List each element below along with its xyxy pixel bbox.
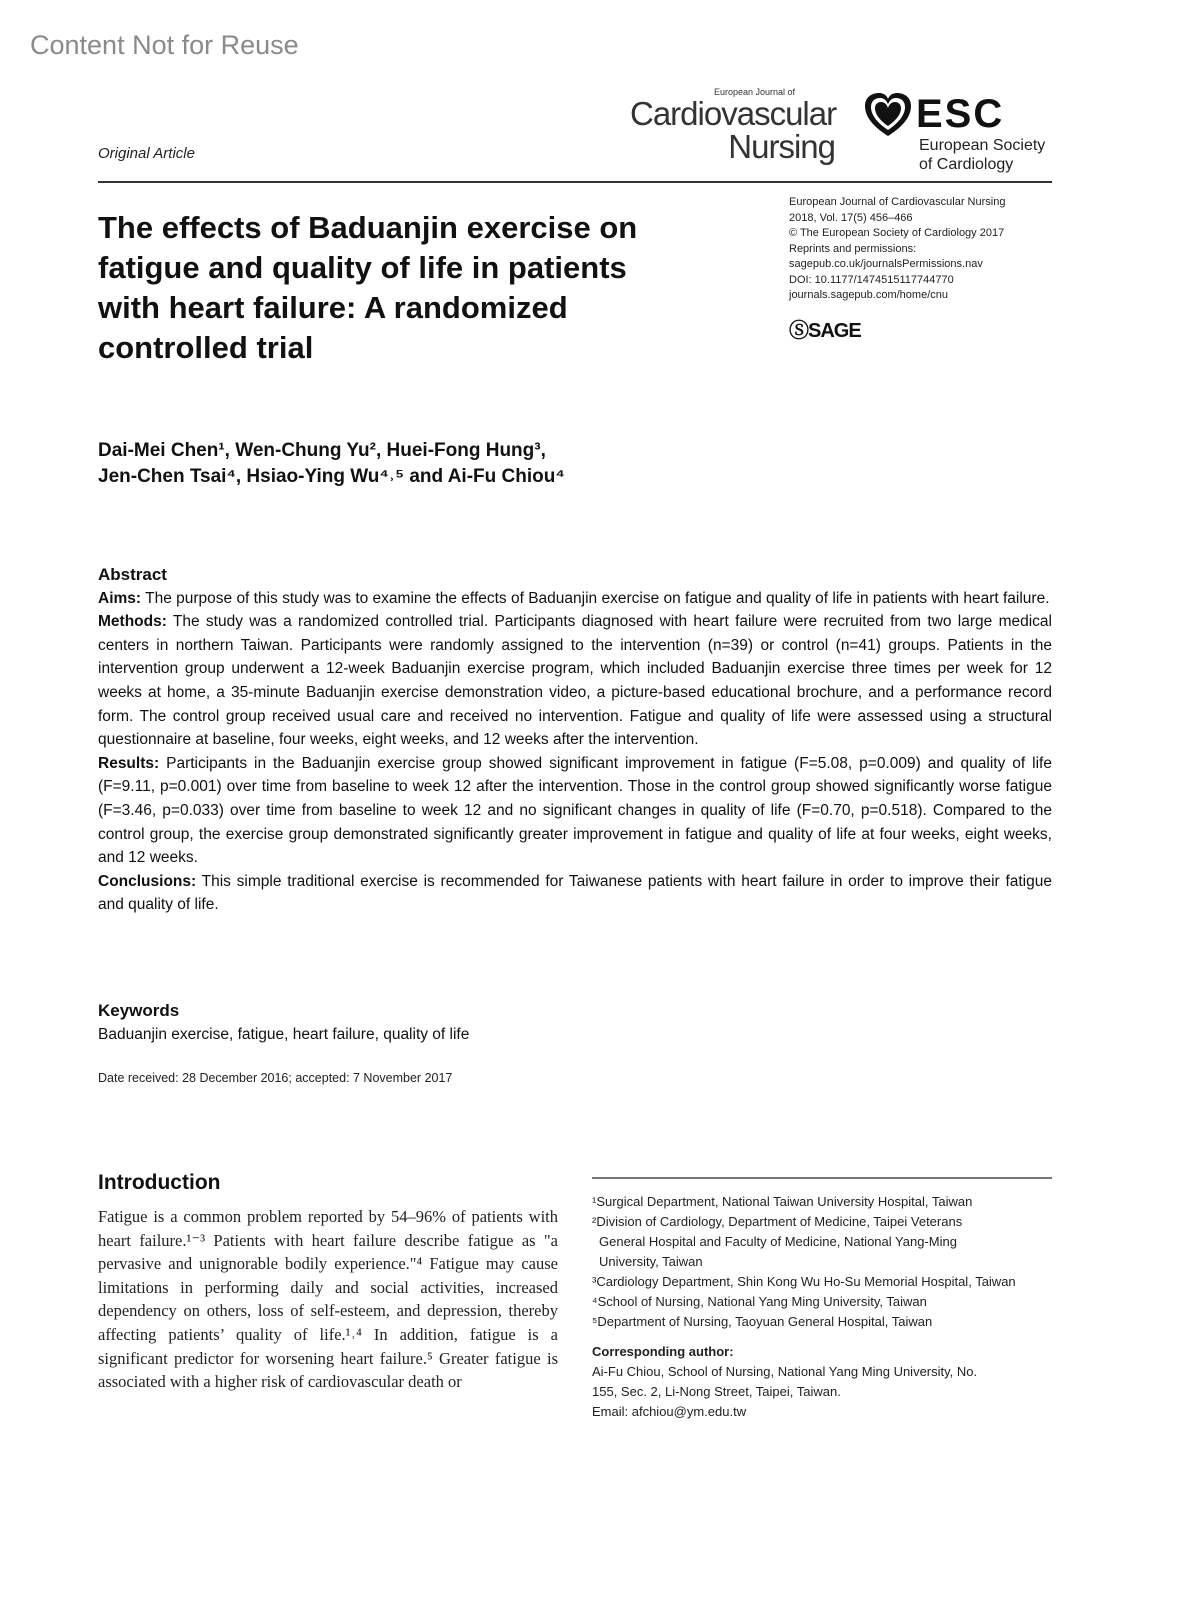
- results-label: Results:: [98, 754, 160, 772]
- header-rule: [98, 181, 1052, 183]
- dates: Date received: 28 December 2016; accepted: 7 November 2017: [98, 1071, 453, 1085]
- meta-line: 2018, Vol. 17(5) 456–466: [789, 211, 913, 224]
- esc-subtitle: [919, 136, 1079, 174]
- affiliations: [592, 1192, 1052, 1422]
- publisher: SAGE: [808, 320, 861, 342]
- doi[interactable]: DOI: 10.1177/1474515117744770: [789, 273, 954, 286]
- abstract-heading: Abstract: [98, 565, 167, 584]
- journal-logo-line1: Cardiovascular: [630, 95, 837, 132]
- affiliation: ²Division of Cardiology, Department of Medicine, Taipei Veterans: [592, 1214, 963, 1229]
- aims-label: Aims:: [98, 589, 142, 607]
- conclusions-label: Conclusions:: [98, 872, 197, 890]
- corresponding-address: Ai-Fu Chiou, School of Nursing, National Yang Ming University, No.: [592, 1364, 978, 1379]
- abstract: [98, 563, 1052, 917]
- results-text: Participants in the Baduanjin exercise group showed significant improvement in fatigue (F=5.08, p=0.009) and quality of life (F=9.11, p=0.001) over time from baseline to week 12 after the intervention. Those in the control group showed significantly worse fatigue (F=3.46, p=0.033) over time from baseline to week 12 and no significant changes in quality of life (F=0.70, p=0.518). Compared to the control group, the exercise group demonstrated significantly greater improvement in fatigue and quality of life at four weeks, eight weeks, and 12 weeks.: [98, 754, 1052, 867]
- journal-logo-small: European Journal of: [713, 87, 795, 97]
- abstract-results: [98, 752, 1052, 870]
- affiliation: General Hospital and Faculty of Medicine, National Yang-Ming: [599, 1234, 957, 1249]
- introduction-text: Fatigue is a common problem reported by 54–96% of patients with heart failure.¹⁻³ Patients with heart failure describe fatigue as "a pervasive and unignorable bodily experience."⁴ Fatigue may cause limitations in performing daily and social activities, increased dependency on others, loss of self-esteem, and depression, thereby affecting patients’ quality of life.¹˒⁴ In addition, fatigue is a significant predictor for worsening heart failure.⁵ Greater fatigue is associated with a higher risk of cardiovascular death or: [98, 1207, 558, 1392]
- esc-logo: [862, 90, 1046, 173]
- affiliations-rule: [592, 1177, 1052, 1179]
- authors: [98, 438, 718, 490]
- affiliation: ⁵Department of Nursing, Taoyuan General Hospital, Taiwan: [592, 1314, 933, 1329]
- affiliation: University, Taiwan: [599, 1254, 703, 1269]
- journal-logo-line2: Nursing: [728, 128, 835, 165]
- esc-sub2: of Cardiology: [919, 156, 1014, 173]
- affiliation: ⁴School of Nursing, National Yang Ming University, Taiwan: [592, 1294, 927, 1309]
- affiliation: ¹Surgical Department, National Taiwan University Hospital, Taiwan: [592, 1194, 973, 1209]
- introduction-heading: Introduction: [98, 1171, 221, 1194]
- meta-line: © The European Society of Cardiology 2017: [789, 227, 1005, 239]
- article-type: Original Article: [98, 145, 195, 162]
- meta-line: European Journal of Cardiovascular Nursing: [789, 196, 1006, 208]
- journal-logo: [630, 88, 835, 163]
- keywords-text: Baduanjin exercise, fatigue, heart failure, quality of life: [98, 1026, 470, 1043]
- keywords: [98, 999, 1052, 1047]
- abstract-methods: [98, 610, 1052, 752]
- corresponding-address: 155, Sec. 2, Li-Nong Street, Taipei, Taiwan.: [592, 1384, 841, 1399]
- journal-meta: [789, 195, 1005, 304]
- corresponding-email[interactable]: Email: afchiou@ym.edu.tw: [592, 1404, 747, 1419]
- conclusions-text: This simple traditional exercise is recommended for Taiwanese patients with heart failure in order to improve their fatigue and quality of life.: [98, 872, 1052, 914]
- abstract-conclusions: [98, 870, 1052, 917]
- corresponding-label: Corresponding author:: [592, 1344, 734, 1359]
- affiliation: ³Cardiology Department, Shin Kong Wu Ho-Su Memorial Hospital, Taiwan: [592, 1274, 1016, 1289]
- keywords-heading: Keywords: [98, 1001, 180, 1020]
- article-title: The effects of Baduanjin exercise on fatigue and quality of life in patients with heart failure: A randomized controlled trial: [98, 210, 638, 365]
- journal-link[interactable]: journals.sagepub.com/home/cnu: [789, 289, 948, 301]
- introduction: [98, 1171, 558, 1394]
- authors-line: Jen-Chen Tsai⁴, Hsiao-Ying Wu⁴˒⁵ and Ai-Fu Chiou⁴: [98, 466, 565, 487]
- esc-name: ESC: [916, 92, 1005, 136]
- methods-label: Methods:: [98, 613, 167, 631]
- aims-text: The purpose of this study was to examine the effects of Baduanjin exercise on fatigue and quality of life in patients with heart failure.: [141, 589, 1050, 607]
- sage-icon: Ⓢ: [789, 320, 808, 342]
- sage-logo: [789, 314, 861, 343]
- meta-line: Reprints and permissions:: [789, 242, 917, 255]
- meta-link[interactable]: sagepub.co.uk/journalsPermissions.nav: [789, 258, 983, 270]
- esc-sub1: European Society: [919, 137, 1046, 154]
- authors-line: Dai-Mei Chen¹, Wen-Chung Yu², Huei-Fong Hung³,: [98, 440, 546, 461]
- abstract-aims: [98, 587, 1052, 611]
- heart-icon: [862, 90, 914, 140]
- methods-text: The study was a randomized controlled trial. Participants diagnosed with heart failure were recruited from two large medical centers in northern Taiwan. Participants were randomly assigned to the intervention (n=39) or control (n=41) groups. Patients in the intervention group underwent a 12-week Baduanjin exercise program, which included Baduanjin exercise three times per week for 12 weeks at home, a 35-minute Baduanjin exercise demonstration video, a picture-based educational brochure, and a performance record form. The control group received usual care and received no intervention. Fatigue and quality of life were assessed using a structural questionnaire at baseline, four weeks, eight weeks, and 12 weeks after the intervention.: [98, 613, 1052, 749]
- watermark: Content Not for Reuse: [30, 30, 299, 60]
